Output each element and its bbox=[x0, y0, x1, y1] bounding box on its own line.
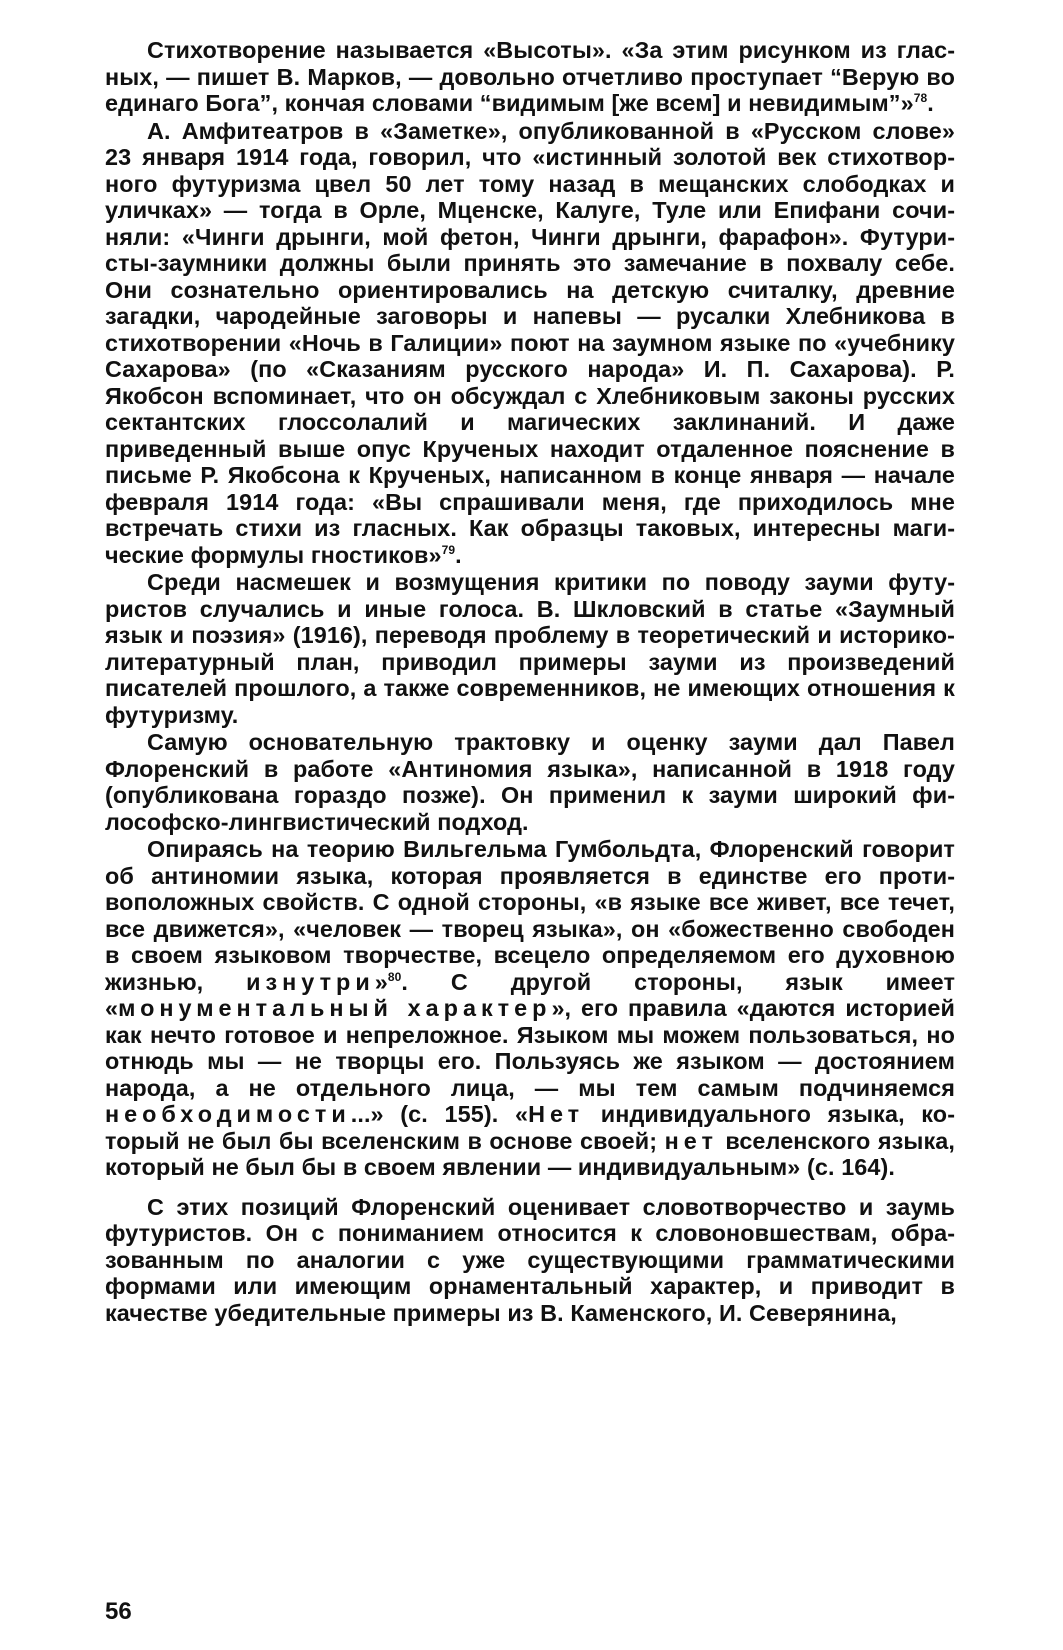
paragraph bbox=[105, 569, 955, 728]
text-run: ...» (с. 155). « bbox=[350, 1101, 529, 1127]
emphasis-spaced: монументальный характер bbox=[118, 995, 552, 1021]
paragraph bbox=[105, 836, 955, 1181]
paragraph bbox=[105, 37, 955, 117]
text-run: », его правила «даются историей как нечто готовое и непреложное. Языком мы можем пользоваться, но отнюдь мы — не творцы его. Пользуясь же языком — достоянием народа, а не отдельного лица, — мы тем самым подчиняемся bbox=[105, 995, 955, 1101]
text-run: » bbox=[374, 968, 388, 995]
emphasis-spaced: Нет bbox=[528, 1101, 585, 1127]
paragraph bbox=[105, 118, 955, 569]
text-run: . bbox=[927, 90, 934, 116]
emphasis-spaced: нет bbox=[664, 1127, 718, 1154]
text-run: А. Амфитеатров в «Заметке», опубликованной в «Русском слове» 23 января 1914 года, говорил, что «истинный золотой век стихотворного футуризма цвел 50 лет тому назад в мещанских слободках и уличках» — тогда в Орле, Мценске, Калуге, Туле или Епифани сочиняли: «Чинги дрынги, мой фетон, Чинги дрынги, фарафон». Футуристы-заумники должны были принять это замечание в похвалу себе. Они сознательно ориентировались на детскую считалку, древние загадки, чародейные заговоры и напевы — русалки Хлебникова в стихотворении «Ночь в Галиции» поют на заумном языке по «учебнику Сахарова» (по «Сказаниям русского народа» И. П. Сахарова). Р. Якобсон вспоминает, что он обсуждал с Хлебниковым законы русских сектантских глоссолалий и магических заклинаний. И даже приведенный выше опус Крученых находит отдаленное пояснение в письме Р. Якобсона к Крученых, написанном в конце января — начале февраля 1914 года: «Вы спрашивали меня, где приходилось мне встречать стихи из гласных. Как образцы таковых, интересны магические формулы гностиков» bbox=[105, 117, 955, 568]
text-run: . С другой стороны, язык имеет « bbox=[105, 968, 956, 1021]
text-run: Среди насмешек и возмущения критики по поводу зауми футуристов случались и иные голоса. В. Шкловский в статье «Заумный язык и поэзия» (1916), переводя проблему в теоретический и историко-литературный план, приводил примеры зауми из произведений писателей прошлого, а также современников, не имеющих отношения к футуризму. bbox=[105, 569, 955, 728]
paragraph bbox=[105, 1194, 955, 1327]
text-run: С этих позиций Флоренский оценивает словотворчество и заумь футуристов. Он с пониманием относится к словоновшествам, образованным по аналогии с уже существующими грамматическими формами или имеющим орнаментальный характер, и приводит в качестве убедительные примеры из В. Каменского, И. Северянина, bbox=[105, 1193, 955, 1326]
text-run: . bbox=[455, 541, 462, 568]
text-run: Стихотворение называется «Высоты». «За этим рисунком из гласных, — пишет В. Марков, — довольно отчетливо проступает “Верую во единаго Бога”, кончая словами “видимым [же всем] и невидимым”» bbox=[105, 37, 955, 116]
emphasis-spaced: изнутри bbox=[246, 968, 375, 995]
footnote-ref: 80 bbox=[387, 969, 402, 984]
footnote-ref: 79 bbox=[441, 542, 456, 557]
paragraph bbox=[105, 729, 955, 835]
page-number: 56 bbox=[105, 1598, 132, 1625]
footnote-ref: 78 bbox=[913, 91, 928, 106]
text-run: индивидуального языка, который не был бы вселенским в основе своей; bbox=[105, 1101, 955, 1154]
text-run: вселенского языка, который не был бы в своем явлении — индивидуальным» (с. 164). bbox=[105, 1127, 955, 1180]
page-body bbox=[105, 37, 955, 1326]
emphasis-spaced: необходимости bbox=[105, 1101, 351, 1127]
text-run: Опираясь на теорию Вильгельма Гумбольдта, Флоренский говорит об антиномии языка, которая проявляется в единстве его противоположных свойств. С одной стороны, «в языке все живет, все течет, все движется», «человек — творец языка», он «божественно свободен в своем языковом творчестве, всецело определяемом его духовною жизнью, bbox=[105, 836, 955, 995]
text-run: Самую основательную трактовку и оценку зауми дал Павел Флоренский в работе «Антиномия языка», написанной в 1918 году (опубликована гораздо позже). Он применил к зауми широкий философско-лингвистический подход. bbox=[105, 729, 955, 835]
